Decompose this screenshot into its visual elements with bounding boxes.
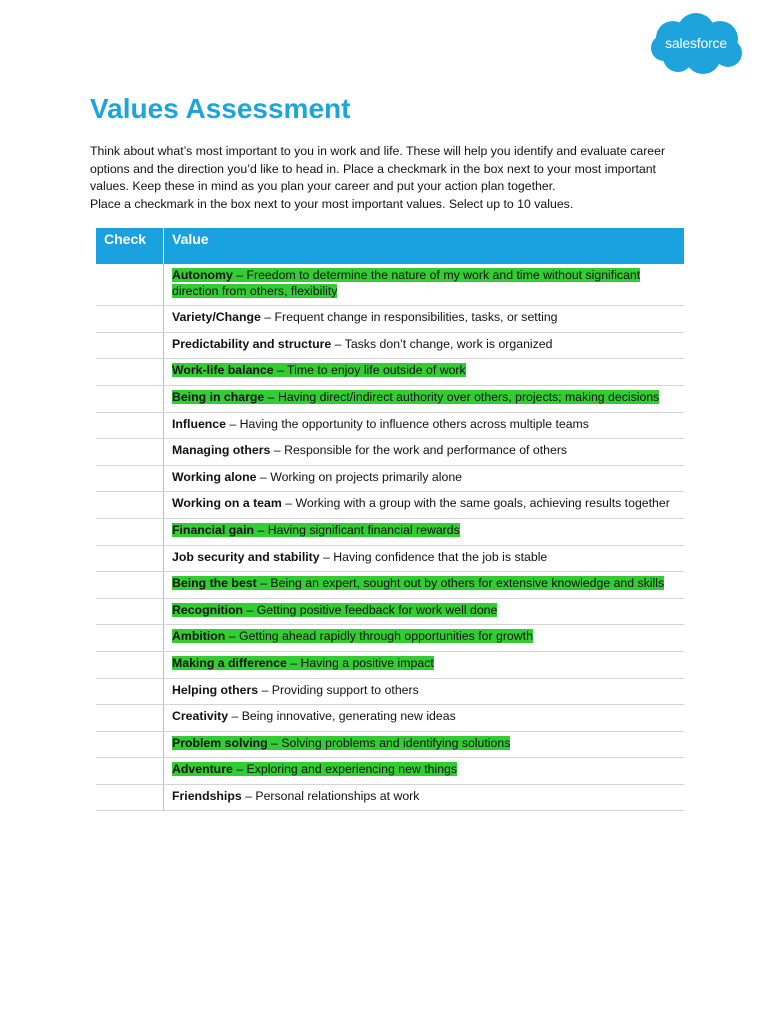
table-row: [96, 758, 684, 785]
value-text: Helping others – Providing support to others: [172, 682, 419, 697]
table-row: [96, 413, 684, 440]
value-cell: [164, 359, 684, 385]
table-row: [96, 519, 684, 546]
value-term: Creativity: [172, 709, 229, 724]
value-cell: [164, 519, 684, 545]
checkbox-cell[interactable]: [96, 705, 164, 731]
checkbox-cell[interactable]: [96, 572, 164, 598]
table-row: [96, 732, 684, 759]
value-cell: [164, 546, 684, 572]
table-row: [96, 679, 684, 706]
value-text: Influence – Having the opportunity to influence others across multiple teams: [172, 416, 589, 431]
value-text: Job security and stability – Having confidence that the job is stable: [172, 549, 548, 564]
value-text: Creativity – Being innovative, generating new ideas: [172, 709, 456, 724]
value-cell: [164, 572, 684, 598]
value-text: Working alone – Working on projects primarily alone: [172, 469, 463, 484]
value-text: Work-life balance – Time to enjoy life outside of work: [172, 363, 466, 378]
value-text: Working on a team – Working with a group with the same goals, achieving results together: [172, 496, 670, 511]
value-text: Making a difference – Having a positive impact: [172, 655, 434, 670]
table-row: [96, 785, 684, 812]
table-row: [96, 572, 684, 599]
value-description: Working on projects primarily alone: [270, 469, 463, 484]
value-text: Recognition – Getting positive feedback for work well done: [172, 602, 498, 617]
checkbox-cell[interactable]: [96, 306, 164, 332]
value-term: Working alone: [172, 469, 257, 484]
table-body: [96, 264, 684, 811]
value-term: Work-life balance: [172, 363, 274, 378]
table-row: [96, 333, 684, 360]
value-description: Personal relationships at work: [255, 788, 420, 803]
value-description: Responsible for the work and performance of others: [284, 443, 568, 458]
value-cell: [164, 439, 684, 465]
table-row: [96, 599, 684, 626]
value-term: Friendships: [172, 788, 242, 803]
value-text: Being the best – Being an expert, sought out by others for extensive knowledge and skills: [172, 576, 665, 591]
value-text: Financial gain – Having significant financial rewards: [172, 522, 460, 537]
value-text: Friendships – Personal relationships at work: [172, 788, 420, 803]
value-cell: [164, 333, 684, 359]
value-text: Adventure – Exploring and experiencing new things: [172, 762, 458, 777]
value-description: Getting ahead rapidly through opportunities for growth: [238, 629, 533, 644]
value-cell: [164, 306, 684, 332]
table-row: [96, 546, 684, 573]
value-cell: [164, 466, 684, 492]
checkbox-cell[interactable]: [96, 599, 164, 625]
value-term: Job security and stability: [172, 549, 320, 564]
value-term: Being the best: [172, 576, 257, 591]
value-text: Problem solving – Solving problems and identifying solutions: [172, 735, 511, 750]
value-term: Financial gain: [172, 522, 254, 537]
value-description: Having direct/indirect authority over others, projects; making decisions: [277, 389, 660, 404]
intro-text: [90, 143, 690, 213]
value-cell: [164, 599, 684, 625]
value-cell: [164, 758, 684, 784]
value-description: Being innovative, generating new ideas: [241, 709, 456, 724]
page-title: Values Assessment: [90, 93, 351, 124]
table-row: [96, 439, 684, 466]
value-description: Working with a group with the same goals, achieving results together: [295, 496, 670, 511]
value-term: Managing others: [172, 443, 271, 458]
table-row: [96, 705, 684, 732]
table-header: [96, 228, 684, 264]
value-cell: [164, 413, 684, 439]
value-term: Ambition: [172, 629, 226, 644]
value-term: Making a difference: [172, 655, 287, 670]
value-text: Autonomy – Freedom to determine the nature of my work and time without significant direction from others, flexibility: [172, 268, 641, 298]
value-cell: [164, 785, 684, 811]
value-cell: [164, 732, 684, 758]
value-description: Time to enjoy life outside of work: [287, 363, 466, 378]
value-description: Having confidence that the job is stable: [333, 549, 548, 564]
value-term: Autonomy: [172, 268, 233, 282]
table-row: [96, 306, 684, 333]
header-value: Value: [172, 231, 209, 247]
value-cell: [164, 652, 684, 678]
checkbox-cell[interactable]: [96, 758, 164, 784]
value-description: Providing support to others: [271, 682, 419, 697]
checkbox-cell[interactable]: [96, 413, 164, 439]
value-description: Frequent change in responsibilities, tasks, or setting: [274, 310, 558, 325]
table-row: [96, 625, 684, 652]
value-text: Predictability and structure – Tasks don’t change, work is organized: [172, 336, 553, 351]
value-description: Solving problems and identifying solutions: [281, 735, 511, 750]
checkbox-cell[interactable]: [96, 732, 164, 758]
table-row: [96, 264, 684, 306]
value-term: Problem solving: [172, 735, 268, 750]
salesforce-logo: [648, 12, 744, 78]
value-term: Adventure: [172, 762, 233, 777]
checkbox-cell[interactable]: [96, 333, 164, 359]
value-cell: [164, 679, 684, 705]
value-term: Being in charge: [172, 389, 265, 404]
value-term: Recognition: [172, 602, 244, 617]
checkbox-cell[interactable]: [96, 439, 164, 465]
value-cell: [164, 625, 684, 651]
table-row: [96, 466, 684, 493]
value-term: Predictability and structure: [172, 336, 332, 351]
table-row: [96, 492, 684, 519]
value-description: Having a positive impact: [300, 655, 434, 670]
value-description: Having the opportunity to influence others across multiple teams: [239, 416, 589, 431]
value-cell: [164, 386, 684, 412]
checkbox-cell[interactable]: [96, 785, 164, 811]
checkbox-cell[interactable]: [96, 546, 164, 572]
checkbox-cell[interactable]: [96, 466, 164, 492]
logo-wordmark: salesforce: [665, 35, 727, 51]
table-row: [96, 359, 684, 386]
header-check: Check: [96, 228, 164, 264]
intro-paragraph: Think about what’s most important to you in work and life. These will help you identify and evaluate career options and the direction you’d like to head in. Place a checkmark in the box next to your most important values. Keep these in mind as you plan your career and put your action plan together.: [90, 144, 666, 194]
checkbox-cell[interactable]: [96, 652, 164, 678]
value-term: Helping others: [172, 682, 259, 697]
value-description: Having significant financial rewards: [267, 522, 460, 537]
checkbox-cell[interactable]: [96, 359, 164, 385]
value-text: Ambition – Getting ahead rapidly through opportunities for growth: [172, 629, 533, 644]
value-term: Influence: [172, 416, 226, 431]
value-text: Managing others – Responsible for the work and performance of others: [172, 443, 568, 458]
checkbox-cell[interactable]: [96, 264, 164, 305]
table-row: [96, 386, 684, 413]
checkbox-cell[interactable]: [96, 625, 164, 651]
checkbox-cell[interactable]: [96, 519, 164, 545]
value-description: Being an expert, sought out by others for extensive knowledge and skills: [270, 576, 665, 591]
value-term: Variety/Change: [172, 310, 261, 325]
value-description: Tasks don’t change, work is organized: [344, 336, 553, 351]
table-row: [96, 652, 684, 679]
value-term: Working on a team: [172, 496, 282, 511]
checkbox-cell[interactable]: [96, 492, 164, 518]
value-cell: [164, 492, 684, 518]
value-cell: [164, 705, 684, 731]
value-description: Freedom to determine the nature of my work and time without significant direction from others, flexibility: [172, 268, 641, 298]
value-description: Exploring and experiencing new things: [246, 762, 458, 777]
intro-instruction: Place a checkmark in the box next to your most important values. Select up to 10 values.: [90, 196, 574, 211]
value-cell: [164, 264, 684, 305]
checkbox-cell[interactable]: [96, 679, 164, 705]
value-text: Being in charge – Having direct/indirect authority over others, projects; making decisions: [172, 389, 660, 404]
checkbox-cell[interactable]: [96, 386, 164, 412]
values-table: [96, 228, 684, 811]
value-text: Variety/Change – Frequent change in responsibilities, tasks, or setting: [172, 310, 558, 325]
value-description: Getting positive feedback for work well done: [256, 602, 498, 617]
